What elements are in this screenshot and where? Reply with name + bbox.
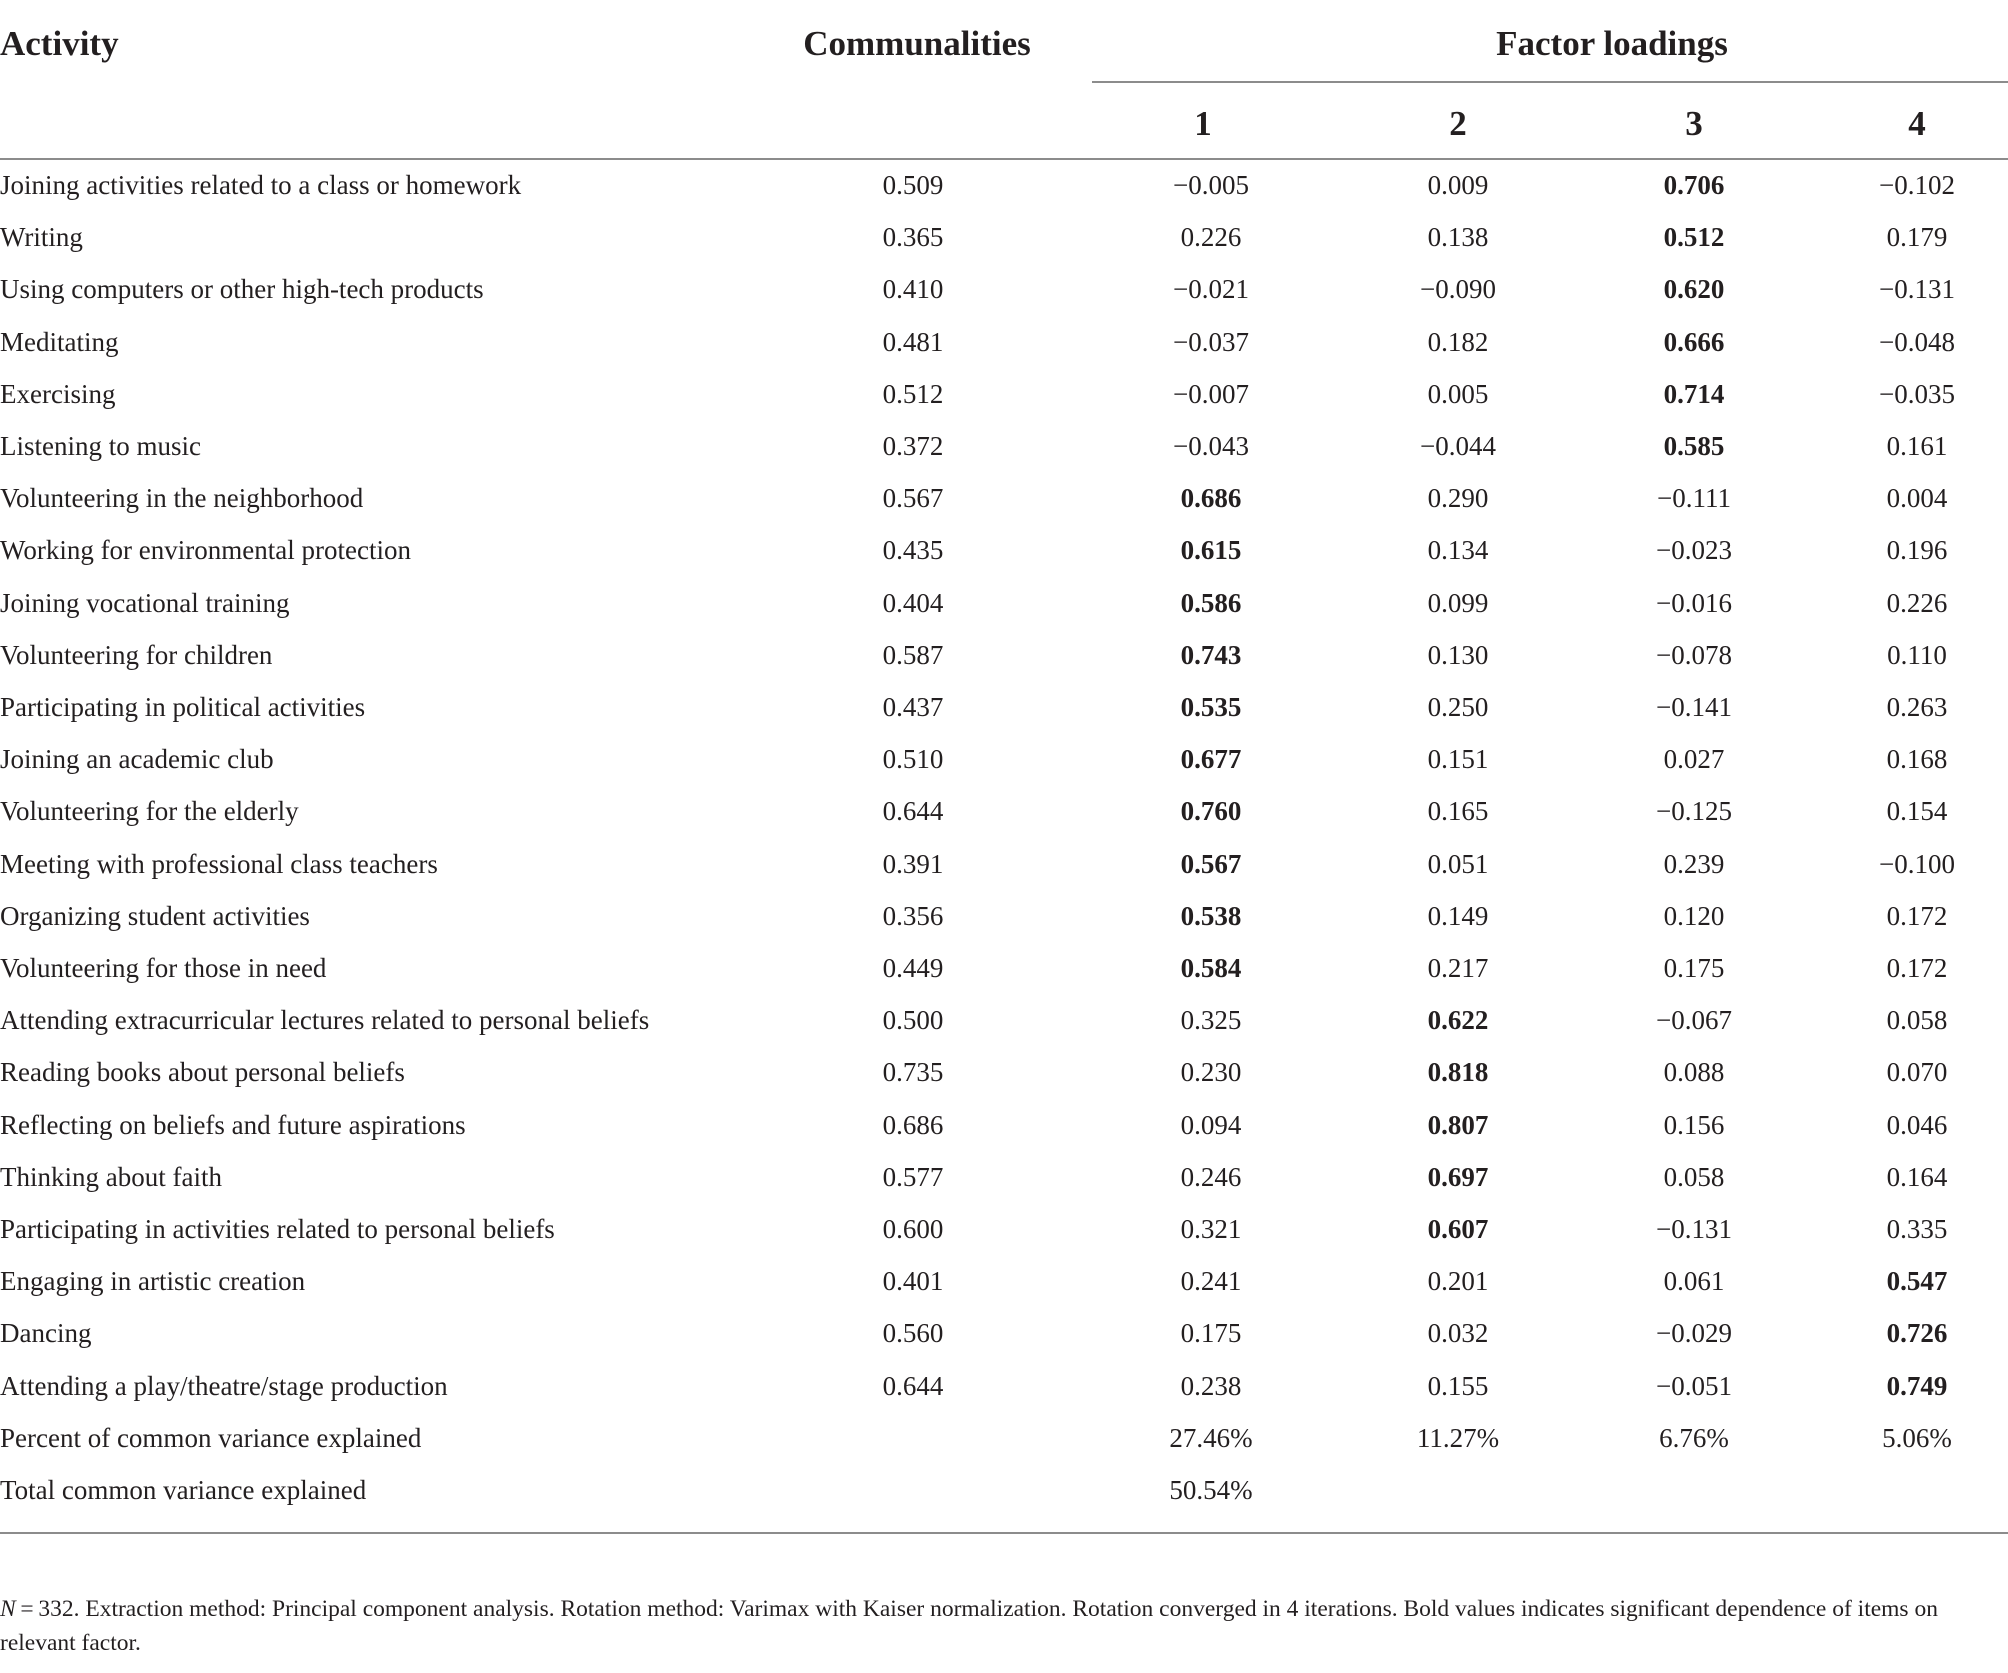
row-factor-1-loading: 0.677 — [1180, 744, 1242, 774]
row-factor-4-loading: −0.048 — [1879, 327, 1955, 357]
row-factor-3-loading: 0.512 — [1663, 222, 1725, 252]
row-factor-2-loading: 0.134 — [1427, 535, 1489, 565]
row-factor-1-loading: −0.021 — [1173, 274, 1249, 304]
row-factor-3-loading: 0.714 — [1663, 379, 1725, 409]
row-factor-3-loading: −0.125 — [1656, 796, 1732, 826]
row-communality-value: 0.510 — [882, 744, 944, 774]
row-factor-1-loading: −0.007 — [1173, 379, 1249, 409]
row-factor-2-loading: 0.201 — [1427, 1266, 1489, 1296]
row-activity-label: Joining vocational training — [0, 588, 290, 618]
row-factor-3-loading: 0.585 — [1663, 431, 1725, 461]
row-factor-4-loading: 0.161 — [1886, 431, 1948, 461]
row-factor-2-loading: 0.250 — [1427, 692, 1489, 722]
footnote-text: = 332. Extraction method: Principal component analysis. Rotation method: Varimax with Kaiser normalization. Rotation converged in 4 iterations. Bold values indicates significant dependence of items on relevant factor. — [0, 1596, 1938, 1656]
row-factor-1-loading: 0.246 — [1180, 1162, 1242, 1192]
row-factor-1-loading: 0.535 — [1180, 692, 1242, 722]
row-factor-4-loading: −0.100 — [1879, 849, 1955, 879]
row-factor-3-loading: 0.088 — [1663, 1057, 1725, 1087]
row-communality-value: 0.481 — [882, 327, 944, 357]
header-factor-1: 1 — [1194, 104, 1212, 143]
row-activity-label: Attending a play/theatre/stage production — [0, 1371, 448, 1401]
row-communality-value: 0.401 — [882, 1266, 944, 1296]
row-communality-value: 0.391 — [882, 849, 944, 879]
row-factor-3-loading: 0.027 — [1663, 744, 1725, 774]
row-factor-4-loading: 0.179 — [1886, 222, 1948, 252]
row-activity-label: Volunteering for children — [0, 640, 273, 670]
row-communality-value: 0.644 — [882, 796, 944, 826]
row-communality-value: 0.437 — [882, 692, 944, 722]
row-factor-2-loading: 0.622 — [1427, 1005, 1489, 1035]
row-factor-4-loading: −0.102 — [1879, 170, 1955, 200]
row-factor-1-loading: 0.567 — [1180, 849, 1242, 879]
row-activity-label: Dancing — [0, 1318, 92, 1348]
row-communality-value: 0.365 — [882, 222, 944, 252]
header-factor-loadings: Factor loadings — [1496, 24, 1728, 63]
row-activity-label: Joining an academic club — [0, 744, 274, 774]
row-factor-4-loading: 0.004 — [1886, 483, 1948, 513]
row-factor-1-loading: 0.230 — [1180, 1057, 1242, 1087]
row-factor-3-loading: −0.131 — [1656, 1214, 1732, 1244]
row-communality-value: 0.560 — [882, 1318, 944, 1348]
header-activity: Activity — [0, 24, 119, 63]
row-activity-label: Thinking about faith — [0, 1162, 222, 1192]
row-communality-value: 0.577 — [882, 1162, 944, 1192]
row-factor-3-loading: −0.141 — [1656, 692, 1732, 722]
row-factor-1-loading: 0.175 — [1180, 1318, 1242, 1348]
row-factor-4-loading: 0.726 — [1886, 1318, 1948, 1348]
row-factor-1-loading: −0.037 — [1173, 327, 1249, 357]
row-factor-3-loading: 0.156 — [1663, 1110, 1725, 1140]
row-communality-value: 0.372 — [882, 431, 944, 461]
row-activity-label: Volunteering for those in need — [0, 953, 327, 983]
row-factor-4-loading: 0.046 — [1886, 1110, 1948, 1140]
header-communalities: Communalities — [803, 24, 1031, 63]
row-activity-label: Writing — [0, 222, 83, 252]
row-factor-2-loading: 0.182 — [1427, 327, 1489, 357]
row-communality-value: 0.686 — [882, 1110, 944, 1140]
row-activity-label: Reading books about personal beliefs — [0, 1057, 405, 1087]
row-communality-value: 0.509 — [882, 170, 944, 200]
row-factor-3-loading: −0.078 — [1656, 640, 1732, 670]
row-factor-3-loading: 0.058 — [1663, 1162, 1725, 1192]
row-activity-label: Organizing student activities — [0, 901, 310, 931]
header-factor-2: 2 — [1449, 104, 1467, 143]
row-factor-3-loading: 0.120 — [1663, 901, 1725, 931]
row-factor-4-loading: 0.263 — [1886, 692, 1948, 722]
row-factor-3-loading: −0.023 — [1656, 535, 1732, 565]
row-factor-3-loading: 0.620 — [1663, 274, 1725, 304]
row-communality-value: 0.356 — [882, 901, 944, 931]
row-factor-2-loading: 0.155 — [1427, 1371, 1489, 1401]
row-factor-2-loading: 0.697 — [1427, 1162, 1489, 1192]
row-activity-label: Participating in political activities — [0, 692, 366, 722]
row-factor-1-loading: 0.241 — [1180, 1266, 1242, 1296]
row-factor-4-loading: 0.172 — [1886, 953, 1948, 983]
row-factor-2-loading: 0.130 — [1427, 640, 1489, 670]
row-factor-3-loading: −0.016 — [1656, 588, 1732, 618]
row-factor-2-loading: 0.032 — [1427, 1318, 1489, 1348]
row-factor-2-loading: 0.607 — [1427, 1214, 1489, 1244]
row-factor-4-loading: 0.164 — [1886, 1162, 1948, 1192]
row-factor-2-loading: −0.044 — [1420, 431, 1496, 461]
row-communality-value: 0.435 — [882, 535, 944, 565]
row-factor-2-loading: 0.217 — [1427, 953, 1489, 983]
percent-variance-factor-4: 5.06% — [1882, 1423, 1952, 1453]
row-factor-4-loading: −0.131 — [1879, 274, 1955, 304]
row-factor-3-loading: 0.175 — [1663, 953, 1725, 983]
row-factor-1-loading: 0.743 — [1180, 640, 1242, 670]
row-factor-2-loading: 0.290 — [1427, 483, 1489, 513]
row-activity-label: Joining activities related to a class or homework — [0, 170, 522, 200]
row-factor-1-loading: −0.005 — [1173, 170, 1249, 200]
row-factor-2-loading: 0.005 — [1427, 379, 1489, 409]
row-activity-label: Working for environmental protection — [0, 535, 411, 565]
row-factor-1-loading: 0.321 — [1180, 1214, 1242, 1244]
row-communality-value: 0.587 — [882, 640, 944, 670]
percent-variance-factor-3: 6.76% — [1659, 1423, 1729, 1453]
row-factor-1-loading: 0.226 — [1180, 222, 1242, 252]
row-factor-1-loading: 0.686 — [1180, 483, 1242, 513]
table-footnote — [0, 1592, 1975, 1660]
row-factor-4-loading: 0.749 — [1886, 1371, 1948, 1401]
row-factor-1-loading: −0.043 — [1173, 431, 1249, 461]
row-factor-1-loading: 0.094 — [1180, 1110, 1242, 1140]
percent-variance-label: Percent of common variance explained — [0, 1423, 422, 1453]
row-communality-value: 0.410 — [882, 274, 944, 304]
row-factor-3-loading: −0.051 — [1656, 1371, 1732, 1401]
row-activity-label: Engaging in artistic creation — [0, 1266, 306, 1296]
row-factor-2-loading: 0.138 — [1427, 222, 1489, 252]
row-factor-2-loading: 0.149 — [1427, 901, 1489, 931]
row-factor-1-loading: 0.538 — [1180, 901, 1242, 931]
row-activity-label: Meditating — [0, 327, 119, 357]
row-factor-4-loading: 0.335 — [1886, 1214, 1948, 1244]
row-factor-4-loading: 0.196 — [1886, 535, 1948, 565]
row-factor-4-loading: 0.547 — [1886, 1266, 1948, 1296]
row-factor-4-loading: 0.058 — [1886, 1005, 1948, 1035]
row-factor-4-loading: 0.226 — [1886, 588, 1948, 618]
row-factor-4-loading: 0.168 — [1886, 744, 1948, 774]
row-factor-1-loading: 0.584 — [1180, 953, 1242, 983]
row-communality-value: 0.449 — [882, 953, 944, 983]
row-factor-1-loading: 0.586 — [1180, 588, 1242, 618]
total-variance-value: 50.54% — [1169, 1475, 1253, 1505]
row-factor-4-loading: 0.070 — [1886, 1057, 1948, 1087]
row-activity-label: Volunteering in the neighborhood — [0, 483, 364, 513]
row-communality-value: 0.500 — [882, 1005, 944, 1035]
row-factor-4-loading: 0.154 — [1886, 796, 1948, 826]
row-factor-3-loading: 0.706 — [1663, 170, 1725, 200]
row-factor-3-loading: 0.666 — [1663, 327, 1725, 357]
row-communality-value: 0.567 — [882, 483, 944, 513]
row-factor-3-loading: −0.029 — [1656, 1318, 1732, 1348]
row-factor-1-loading: 0.238 — [1180, 1371, 1242, 1401]
row-factor-2-loading: 0.818 — [1427, 1057, 1489, 1087]
row-factor-2-loading: 0.099 — [1427, 588, 1489, 618]
row-activity-label: Volunteering for the elderly — [0, 796, 299, 826]
row-factor-1-loading: 0.760 — [1180, 796, 1242, 826]
row-factor-2-loading: 0.009 — [1427, 170, 1489, 200]
row-activity-label: Attending extracurricular lectures related to personal beliefs — [0, 1005, 650, 1035]
table-bottom-rule — [0, 1532, 2008, 1534]
row-factor-4-loading: 0.172 — [1886, 901, 1948, 931]
row-factor-2-loading: 0.151 — [1427, 744, 1489, 774]
row-communality-value: 0.404 — [882, 588, 944, 618]
row-activity-label: Meeting with professional class teachers — [0, 849, 438, 879]
row-communality-value: 0.600 — [882, 1214, 944, 1244]
row-activity-label: Participating in activities related to personal beliefs — [0, 1214, 555, 1244]
row-communality-value: 0.512 — [882, 379, 944, 409]
total-variance-label: Total common variance explained — [0, 1475, 367, 1505]
row-factor-3-loading: 0.061 — [1663, 1266, 1725, 1296]
row-communality-value: 0.735 — [882, 1057, 944, 1087]
row-activity-label: Reflecting on beliefs and future aspirations — [0, 1110, 466, 1140]
row-activity-label: Using computers or other high-tech products — [0, 274, 484, 304]
row-factor-3-loading: −0.111 — [1657, 483, 1731, 513]
row-communality-value: 0.644 — [882, 1371, 944, 1401]
row-factor-1-loading: 0.615 — [1180, 535, 1242, 565]
row-factor-2-loading: 0.051 — [1427, 849, 1489, 879]
row-factor-2-loading: 0.807 — [1427, 1110, 1489, 1140]
row-factor-4-loading: −0.035 — [1879, 379, 1955, 409]
row-activity-label: Exercising — [0, 379, 116, 409]
row-factor-1-loading: 0.325 — [1180, 1005, 1242, 1035]
row-activity-label: Listening to music — [0, 431, 201, 461]
row-factor-2-loading: −0.090 — [1420, 274, 1496, 304]
row-factor-3-loading: 0.239 — [1663, 849, 1725, 879]
footnote-n-symbol: N — [0, 1596, 16, 1622]
row-factor-3-loading: −0.067 — [1656, 1005, 1732, 1035]
percent-variance-factor-1: 27.46% — [1169, 1423, 1253, 1453]
header-factor-4: 4 — [1908, 104, 1926, 143]
header-factor-3: 3 — [1685, 104, 1703, 143]
row-factor-4-loading: 0.110 — [1887, 640, 1947, 670]
percent-variance-factor-2: 11.27% — [1416, 1423, 1500, 1453]
row-factor-2-loading: 0.165 — [1427, 796, 1489, 826]
